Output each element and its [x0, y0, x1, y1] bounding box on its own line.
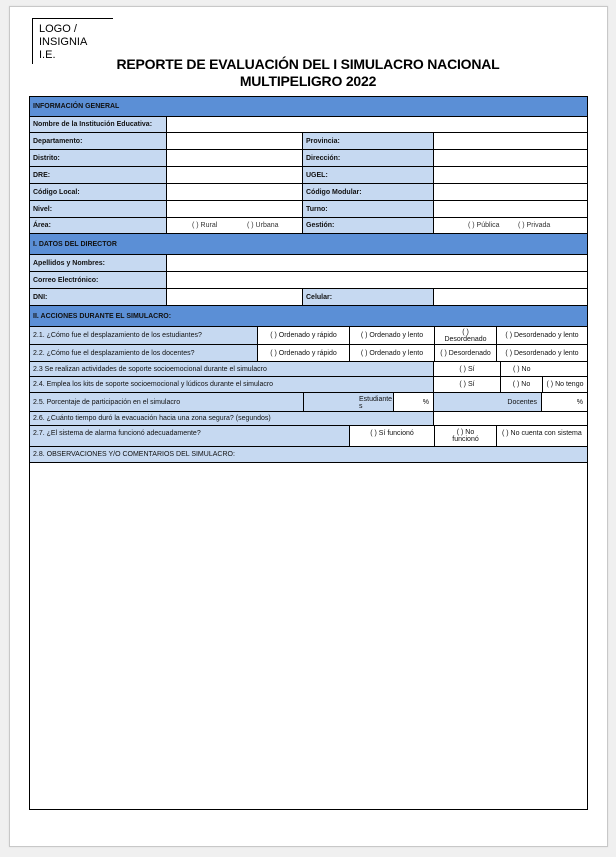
dni-input[interactable]: [167, 289, 302, 305]
q24-option-yes[interactable]: ( ) Sí: [434, 377, 500, 392]
grid-line: [434, 326, 435, 362]
q22-label: 2.2. ¿Cómo fue el desplazamiento de los docentes?: [30, 345, 257, 361]
grid-line: [29, 132, 588, 133]
director-email-label: Correo Electrónico:: [30, 272, 166, 288]
document-subtitle: MULTIPELIGRO 2022: [239, 73, 377, 89]
q21-option-disordered-slow[interactable]: ( ) Desordenado y lento: [497, 327, 587, 344]
q24-option-no[interactable]: ( ) No: [501, 377, 542, 392]
q23-option-no[interactable]: ( ) No: [501, 362, 587, 376]
grid-line: [29, 462, 588, 463]
q27-option-not-works-text: ( ) No: [456, 429, 475, 436]
q21-option-disordered-paren: ( ): [462, 328, 469, 336]
students-label-wrap: s: [359, 403, 363, 410]
director-names-label: Apellidos y Nombres:: [30, 255, 166, 271]
q21-option-disordered[interactable]: [435, 327, 496, 344]
q23-option-yes[interactable]: ( ) Sí: [434, 362, 500, 376]
grid-line: [166, 254, 167, 306]
grid-line: [393, 392, 394, 412]
q28-label: 2.8. OBSERVACIONES Y/O COMENTARIOS DEL SIMULACRO:: [30, 447, 587, 462]
management-label: Gestión:: [303, 218, 433, 233]
grid-line: [29, 392, 588, 393]
grid-line: [29, 217, 588, 218]
students-percent-input[interactable]: %: [394, 393, 433, 411]
teachers-percent-input[interactable]: %: [542, 393, 587, 411]
q23-label: 2.3 Se realizan actividades de soporte socioemocional durante el simulacro: [30, 362, 433, 376]
grid-line: [541, 392, 542, 412]
grid-line: [29, 200, 588, 201]
level-input[interactable]: [167, 201, 302, 217]
grid-line: [433, 288, 434, 306]
grid-line: [29, 254, 588, 255]
district-label: Distrito:: [30, 150, 166, 166]
grid-line: [257, 326, 258, 362]
institution-label: Nombre de la Institución Educativa:: [30, 117, 166, 132]
q22-option-disordered-slow[interactable]: ( ) Desordenado y lento: [497, 345, 587, 361]
district-input[interactable]: [167, 150, 302, 166]
grid-line: [433, 361, 434, 426]
province-label: Provincia:: [303, 133, 433, 149]
phone-input[interactable]: [434, 289, 587, 305]
area-options: [167, 218, 302, 233]
q21-option-ordered-slow[interactable]: ( ) Ordenado y lento: [350, 327, 434, 344]
grid-line: [496, 326, 497, 362]
logo-text-line: I.E.: [39, 49, 56, 61]
grid-line: [302, 288, 303, 306]
grid-line: [303, 392, 304, 412]
department-label: Departamento:: [30, 133, 166, 149]
q27-label: 2.7. ¿El sistema de alarma funcionó adecuadamente?: [30, 426, 349, 446]
grid-line: [166, 116, 167, 234]
q25-students-label: [304, 393, 393, 411]
section-header-actions: II. ACCIONES DURANTE EL SIMULACRO:: [30, 306, 587, 326]
grid-line: [496, 425, 497, 447]
q22-option-disordered[interactable]: ( ) Desordenado: [435, 345, 496, 361]
grid-line: [349, 425, 350, 447]
q25-teachers-label: Docentes: [434, 393, 541, 411]
q27-option-not-works-wrap: funcionó: [452, 436, 479, 443]
grid-line: [29, 446, 588, 447]
shift-input[interactable]: [434, 201, 587, 217]
section-header-director: I. DATOS DEL DIRECTOR: [30, 234, 587, 254]
grid-line: [29, 326, 588, 327]
shift-label: Turno:: [303, 201, 433, 217]
q27-option-works[interactable]: ( ) Sí funcionó: [350, 426, 434, 446]
management-option-private[interactable]: ( ) Privada: [518, 222, 551, 229]
dre-input[interactable]: [167, 167, 302, 183]
ugel-input[interactable]: [434, 167, 587, 183]
document-title: REPORTE DE EVALUACIÓN DEL I SIMULACRO NACIONAL: [116, 56, 500, 72]
province-input[interactable]: [434, 133, 587, 149]
grid-line: [500, 361, 501, 393]
grid-line: [29, 361, 588, 362]
local-code-input[interactable]: [167, 184, 302, 200]
q26-label: 2.6. ¿Cuánto tiempo duró la evacuación hacia una zona segura? (segundos): [30, 412, 433, 425]
q21-option-disordered-text: Desordenado: [444, 335, 487, 343]
dre-label: DRE:: [30, 167, 166, 183]
grid-line: [29, 166, 588, 167]
q27-option-no-system[interactable]: ( ) No cuenta con sistema: [497, 426, 587, 446]
grid-line: [29, 288, 588, 289]
q21-option-ordered-fast[interactable]: ( ) Ordenado y rápido: [258, 327, 349, 344]
level-label: Nivel:: [30, 201, 166, 217]
address-label: Dirección:: [303, 150, 433, 166]
grid-line: [29, 411, 588, 412]
grid-line: [29, 305, 588, 306]
institution-input[interactable]: [167, 117, 587, 132]
q21-label: 2.1. ¿Cómo fue el desplazamiento de los estudiantes?: [30, 327, 257, 344]
q24-option-none[interactable]: ( ) No tengo: [543, 377, 587, 392]
director-names-input[interactable]: [167, 255, 587, 271]
dni-label: DNI:: [30, 289, 166, 305]
department-input[interactable]: [167, 133, 302, 149]
grid-line: [29, 233, 588, 234]
grid-line: [29, 183, 588, 184]
observations-textarea[interactable]: [30, 463, 587, 809]
section-header-general: INFORMACIÓN GENERAL: [30, 97, 587, 116]
grid-line: [29, 344, 588, 345]
students-label-text: Estudiante: [359, 396, 393, 403]
ugel-label: UGEL:: [303, 167, 433, 183]
logo-text-line: LOGO /: [39, 23, 77, 35]
grid-line: [434, 425, 435, 447]
grid-line: [433, 132, 434, 234]
grid-line: [29, 425, 588, 426]
q27-option-not-works[interactable]: [435, 426, 496, 446]
grid-line: [542, 376, 543, 393]
q22-option-ordered-fast[interactable]: ( ) Ordenado y rápido: [258, 345, 349, 361]
grid-line: [349, 326, 350, 362]
area-option-urban[interactable]: ( ) Urbana: [247, 222, 279, 229]
q22-option-ordered-slow[interactable]: ( ) Ordenado y lento: [350, 345, 434, 361]
grid-line: [29, 149, 588, 150]
grid-line: [29, 271, 588, 272]
q25-label: 2.5. Porcentaje de participación en el simulacro: [30, 393, 303, 411]
grid-line: [302, 132, 303, 234]
grid-line: [29, 376, 588, 377]
local-code-label: Código Local:: [30, 184, 166, 200]
management-option-public[interactable]: ( ) Pública: [468, 222, 500, 229]
address-input[interactable]: [434, 150, 587, 166]
q26-seconds-input[interactable]: [434, 412, 587, 425]
modular-code-input[interactable]: [434, 184, 587, 200]
area-label: Área:: [30, 218, 166, 233]
logo-text-line: INSIGNIA: [39, 36, 88, 48]
modular-code-label: Código Modular:: [303, 184, 433, 200]
area-option-rural[interactable]: ( ) Rural: [192, 222, 218, 229]
director-email-input[interactable]: [167, 272, 587, 288]
q24-label: 2.4. Emplea los kits de soporte socioemocional y lúdicos durante el simulacro: [30, 377, 433, 392]
phone-label: Celular:: [303, 289, 433, 305]
management-options: [434, 218, 587, 233]
grid-line: [29, 116, 588, 117]
